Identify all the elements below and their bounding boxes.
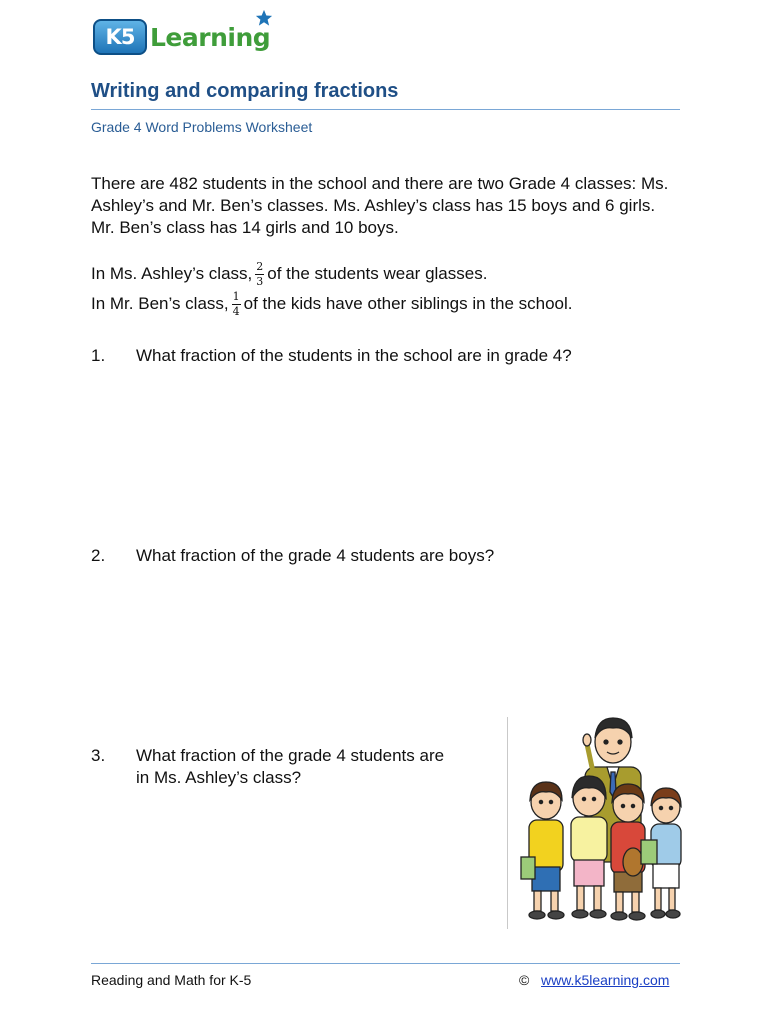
child-figure: [641, 788, 681, 918]
child-figure: [571, 776, 607, 918]
footer-link-group: [519, 972, 669, 988]
question-text: What fraction of the students in the school are in grade 4?: [136, 346, 572, 365]
k5learning-link[interactable]: www.k5learning.com: [541, 972, 670, 988]
fraction: [232, 292, 241, 317]
fraction-denominator: 4: [232, 305, 240, 318]
statement-text: of the kids have other siblings in the school.: [243, 293, 573, 313]
fraction-statement-2: [91, 292, 573, 317]
footer-divider: [91, 963, 680, 964]
fraction-statement-1: [91, 262, 487, 287]
question-text-line2: in Ms. Ashley’s class?: [136, 768, 302, 787]
fraction-numerator: 2: [256, 260, 264, 273]
k5-learning-logo: [93, 14, 270, 60]
intro-paragraph: There are 482 students in the school and there are two Grade 4 classes: Ms. Ashley’s and Mr. Ben’s classes. Ms. Ashley’s class has 15 boys and 6 girls. Mr. Ben’s class has 14 girls and 10 boys.: [91, 174, 669, 237]
logo-badge: K5: [93, 19, 147, 55]
child-figure: [521, 782, 564, 919]
statement-text: In Ms. Ashley’s class,: [91, 263, 253, 283]
copyright-symbol: ©: [519, 972, 530, 988]
question-text: What fraction of the grade 4 students are: [136, 746, 445, 765]
question-number: 3.: [91, 746, 106, 765]
question-number: 1.: [91, 346, 106, 365]
footer-tagline: Reading and Math for K-5: [91, 972, 252, 988]
question-number: 2.: [91, 546, 106, 565]
fraction-denominator: 3: [256, 275, 264, 288]
statement-text: of the students wear glasses.: [267, 263, 488, 283]
fraction-numerator: 1: [232, 290, 240, 303]
logo-wordmark: Learning: [150, 23, 270, 52]
worksheet-title: Writing and comparing fractions: [91, 80, 399, 102]
divider-line: [507, 717, 508, 929]
statement-text: In Mr. Ben’s class,: [91, 293, 229, 313]
worksheet-subtitle: Grade 4 Word Problems Worksheet: [91, 119, 313, 135]
question-text: What fraction of the grade 4 students are boys?: [136, 546, 495, 565]
star-icon: [255, 9, 273, 27]
teacher-and-students-illustration: [515, 712, 685, 928]
child-figure: [611, 784, 645, 920]
title-divider: [91, 109, 680, 110]
fraction: [255, 262, 264, 287]
